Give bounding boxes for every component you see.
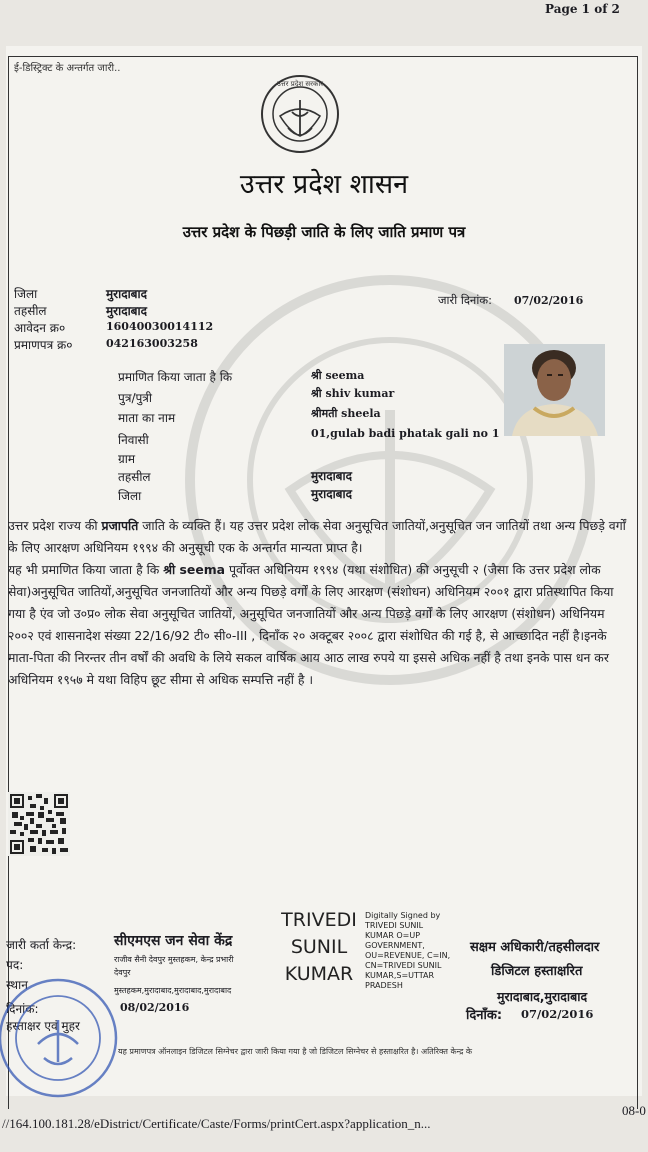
para2-suffix: पूर्वोक्त अधिनियम १९९४ (यथा संशोधित) की अनुसूची २ (जैसा कि उत्तर प्रदेश लोक सेवा)अनुसूचित जातियों,अनुसूचित जनजातियों और अन्य पिछड़े वर्गों के लिए आरक्षण (संशोधन) अधिनियम २००१ द्वारा प्रतिस्थापित किया गया है एंव जो उ०प्र० लोक सेवा अनुसूचित जातियों, अनुसूचित जनजातियों और अन्य पिछड़े वर्गों के लिए आरक्षण (संशोधन) अधिनियम २००२ एवं शासनादेश संख्या 22/16/92 टी० सी०-III , दिनाँक २० अक्टूबर २००८ द्वारा संशोधित की गई है, से आच्छादित नहीं है।इनके माता-पिता की निरन्तर तीन वर्षों की अवधि के लिये सकल वार्षिक आय आठ लाख रुपये या इससे अधिक नहीं है तथा इनके पास धन कर अधिनियम १९५७ मे यथा विहिप छूट सीमा से अधिक सम्पत्ति नहीं है । xyxy=(8,562,614,687)
field-tehsil-label: तहसील xyxy=(14,304,47,318)
certify-row-label: ग्राम xyxy=(118,452,136,466)
signer-name-line: KUMAR xyxy=(284,963,354,985)
authority-title: सक्षम अधिकारी/तहसीलदार xyxy=(470,940,600,955)
signer-name-line: TRIVEDI xyxy=(281,909,357,931)
authority-date-label: दिनाँक: xyxy=(466,1008,503,1023)
header-note: ई-डिस्ट्रिक्ट के अन्तर्गत जारी.. xyxy=(14,63,121,74)
seal-stamp xyxy=(0,974,122,1102)
applicant-photo xyxy=(504,344,605,436)
para1-suffix: जाति के व्यक्ति हैं। यह उत्तर प्रदेश लोक सेवा अनुसूचित जातियों,अनुसूचित जन जातियों तथा अन्य पिछड़े वर्गों के लिए आरक्षण अधिनियम १९९४ की अनुसूची एक के अन्तर्गत मान्यता प्राप्त है। xyxy=(8,518,626,555)
field-district-value: मुरादाबाद xyxy=(106,287,148,301)
footer-note: यह प्रमाणपत्र ऑनलाइन डिजिटल सिग्नेचर द्वारा जारी किया गया है जो डिजिटल सिग्नेचर से हस्ताक्षरित है। अतिरिक्त केन्द्र के xyxy=(118,1047,473,1056)
signature-detail-line: Digitally Signed by xyxy=(365,911,441,920)
signature-detail-line: CN=TRIVEDI SUNIL xyxy=(365,961,442,970)
signature-seal-label: हस्ताक्षर एवं मुहर xyxy=(6,1019,80,1033)
certificate-body xyxy=(8,515,634,691)
post-line-1: राजीव सैनी देवपुर मुस्तहकम, केन्द्र प्रभारी xyxy=(114,955,234,964)
paragraph-creamy-layer xyxy=(8,559,634,691)
field-application-value: 16040030014112 xyxy=(106,320,214,333)
signature-detail-line: OU=REVENUE, C=IN, xyxy=(365,951,451,960)
print-date: 08-0 xyxy=(622,1103,646,1118)
certify-row-value: मुरादाबाद xyxy=(311,469,353,483)
print-url: //164.100.181.28/eDistrict/Certificate/Caste/Forms/printCert.aspx?application_n... xyxy=(2,1116,431,1131)
paragraph-caste xyxy=(8,515,634,559)
field-district-label: जिला xyxy=(14,287,38,301)
authority-place: मुरादाबाद,मुरादाबाद xyxy=(497,989,588,1004)
para2-prefix: यह भी प्रमाणित किया जाता है कि xyxy=(8,562,164,577)
certify-row-label: पुत्र/पुत्री xyxy=(118,391,153,405)
certify-row-label: निवासी xyxy=(118,433,149,447)
certify-row-value: श्री seema xyxy=(311,369,365,382)
digital-signer-name xyxy=(274,907,364,988)
service-center-name: सीएमएस जन सेवा केंद्र xyxy=(114,933,233,949)
certify-row-label: जिला xyxy=(118,489,142,503)
signature-detail-line: PRADESH xyxy=(365,981,403,990)
certify-row-value: मुरादाबाद xyxy=(311,487,353,501)
up-govt-emblem xyxy=(258,72,342,156)
signature-detail-line: TRIVEDI SUNIL xyxy=(365,921,424,930)
certify-row-value: श्रीमती sheela xyxy=(311,407,381,420)
signature-detail-line: KUMAR,S=UTTAR xyxy=(365,971,435,980)
issuer-place: मुस्तहकम,मुरादाबाद,मुरादाबाद,मुरादाबाद xyxy=(114,986,232,995)
authority-date-value: 07/02/2016 xyxy=(521,1007,594,1021)
digital-signature-details xyxy=(365,911,450,991)
certify-row-label: प्रमाणित किया जाता है कि xyxy=(118,370,233,384)
post-line-2: देवपुर xyxy=(114,968,131,977)
issuer-date-value: 08/02/2016 xyxy=(120,1001,190,1014)
issuer-label: जारी कर्ता केन्द्र: xyxy=(6,938,77,952)
issuer-date-label: दिनांक: xyxy=(6,1002,39,1016)
certify-row-label: माता का नाम xyxy=(118,411,176,425)
field-application-label: आवेदन क्र० xyxy=(14,321,66,335)
qr-code xyxy=(8,792,70,856)
certify-row-value: 01,gulab badi phatak gali no 1 xyxy=(311,427,500,440)
signature-detail-line: KUMAR O=UP xyxy=(365,931,421,940)
post-label: पद: xyxy=(6,958,24,972)
field-certificate-no-value: 042163003258 xyxy=(106,337,198,350)
page-title: उत्तर प्रदेश शासन xyxy=(239,169,409,200)
applicant-name: श्री seema xyxy=(163,562,226,577)
certificate-subtitle: उत्तर प्रदेश के पिछड़ी जाति के लिए जाति प्रमाण पत्र xyxy=(182,223,466,241)
field-tehsil-value: मुरादाबाद xyxy=(106,304,148,318)
certify-row-label: तहसील xyxy=(118,470,151,484)
signature-detail-line: GOVERNMENT, xyxy=(365,941,425,950)
caste-name: प्रजापति xyxy=(101,518,139,533)
issue-date-label: जारी दिनांक: xyxy=(438,293,493,307)
emblem-text: उत्तर प्रदेश सरकार xyxy=(276,80,324,88)
page-number: Page 1 of 2 xyxy=(545,2,620,16)
para1-prefix: उत्तर प्रदेश राज्य की xyxy=(8,518,102,533)
signer-name-line: SUNIL xyxy=(290,936,348,958)
certify-row-value: श्री shiv kumar xyxy=(311,387,395,400)
place-label: स्थान xyxy=(6,978,28,992)
authority-sign-type: डिजिटल हस्ताक्षरित xyxy=(491,964,583,979)
field-certificate-no-label: प्रमाणपत्र क्र० xyxy=(14,338,73,352)
issue-date-value: 07/02/2016 xyxy=(514,294,584,307)
